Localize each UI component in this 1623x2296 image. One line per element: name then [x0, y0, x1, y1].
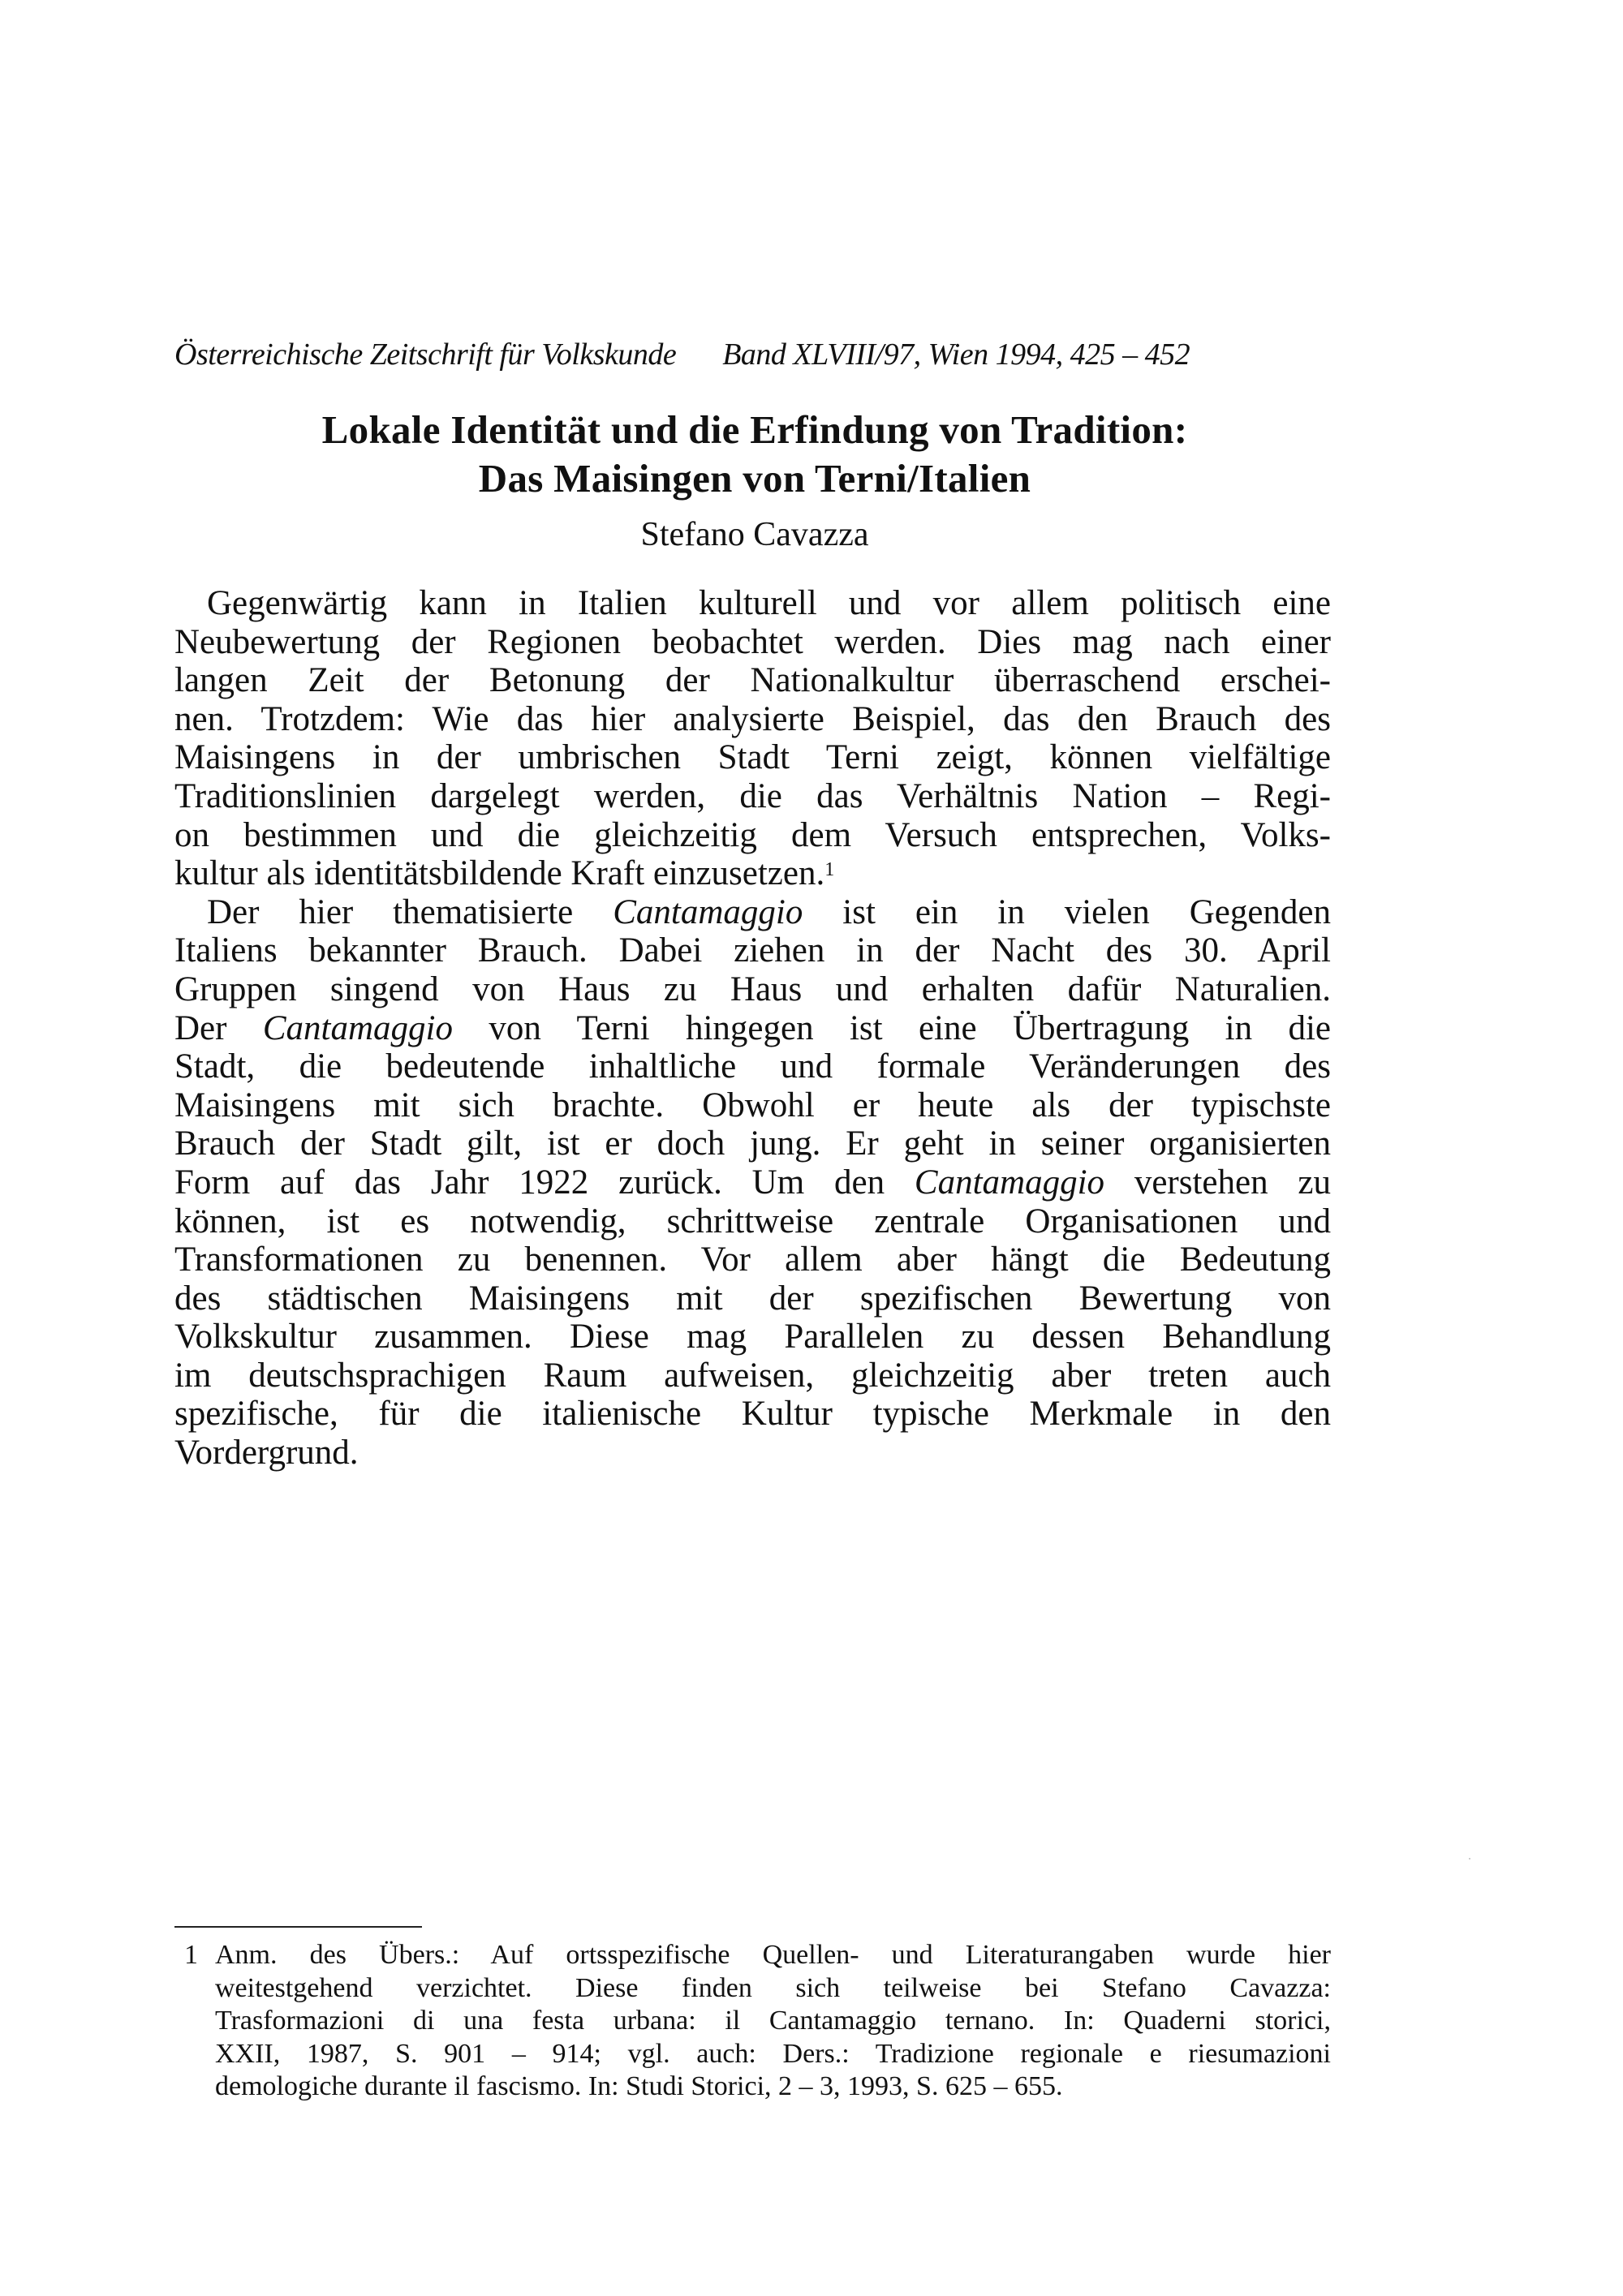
footnote-reference[interactable]: 1 [824, 859, 835, 881]
body-line [174, 893, 1331, 932]
footnote-line: Trasformazioni di una festa urbana: il Cantamaggio ternano. In: Quaderni storici, [215, 2006, 1331, 2036]
body-line: Stadt, die bedeutende inhaltliche und formale Veränderungen des [174, 1047, 1331, 1086]
body-line: on bestimmen und die gleichzeitig dem Versuch entsprechen, Volks- [174, 815, 1331, 854]
footnote-divider [174, 1926, 422, 1928]
body-line: Vordergrund. [174, 1434, 359, 1473]
footnote-text [215, 1939, 1331, 2104]
author-name: Stefano Cavazza [640, 516, 869, 553]
body-line: Transformationen zu benennen. Vor allem aber hängt die Bedeutung [174, 1240, 1331, 1279]
body-line: Gegenwärtig kann in Italien kulturell und vor allem politisch eine [207, 584, 1331, 622]
title-line-1: Lokale Identität und die Erfindung von Tradition: [321, 407, 1188, 452]
body-line: nen. Trotzdem: Wie das hier analysierte Beispiel, das den Brauch des [174, 699, 1331, 738]
body-line: Maisingens mit sich brachte. Obwohl er heute als der typischste [174, 1086, 1331, 1124]
title-line-2: Das Maisingen von Terni/Italien [478, 456, 1031, 501]
body-line: im deutschsprachigen Raum aufweisen, gleichzeitig aber treten auch [174, 1356, 1331, 1395]
body-line-text: Form auf das Jahr 1922 zurück. Um den [174, 1163, 915, 1202]
body-line-text: Der [174, 1008, 263, 1047]
body-line-text: ist ein in vielen Gegenden [803, 892, 1332, 931]
footnote-number: 1 [184, 1940, 198, 1970]
footnote-line: weitestgehend verzichtet. Diese finden sich teilweise bei Stefano Cavazza: [215, 1972, 1331, 2003]
volume-info: Band XLVIII/97, Wien 1994, 425 – 452 [722, 338, 1190, 372]
running-header [174, 337, 1335, 372]
footnote [174, 1939, 1331, 2104]
body-line: Maisingens in der umbrischen Stadt Terni zeigt, können vielfältige [174, 738, 1331, 777]
body-line: Italiens bekannter Brauch. Dabei ziehen in der Nacht des 30. April [174, 931, 1331, 970]
article-title [174, 406, 1335, 503]
body-line: Traditionslinien dargelegt werden, die das Verhältnis Nation – Regi- [174, 776, 1331, 815]
body-line [174, 854, 1331, 893]
italic-term: Cantamaggio [914, 1163, 1105, 1202]
body-line-text: von Terni hingegen ist eine Übertragung in die [452, 1008, 1331, 1047]
journal-name: Österreichische Zeitschrift für Volkskunde [174, 338, 677, 372]
body-line: des städtischen Maisingens mit der spezifischen Bewertung von [174, 1279, 1331, 1318]
body-line: spezifische, für die italienische Kultur typische Merkmale in den [174, 1395, 1331, 1434]
body-text [174, 584, 1331, 1473]
footnote-line: Anm. des Übers.: Auf ortsspezifische Quellen- und Literaturangaben wurde hier [215, 1940, 1331, 1970]
scan-artifact [1469, 1858, 1470, 1860]
body-line: langen Zeit der Betonung der Nationalkultur überraschend erschei- [174, 661, 1331, 700]
italic-term: Cantamaggio [262, 1008, 453, 1047]
body-line: Volkskultur zusammen. Diese mag Parallelen zu dessen Behandlung [174, 1318, 1331, 1357]
body-line-text: verstehen zu [1104, 1163, 1332, 1202]
body-line: können, ist es notwendig, schrittweise zentrale Organisationen und [174, 1202, 1331, 1240]
footnote-line: demologiche durante il fascismo. In: Studi Storici, 2 – 3, 1993, S. 625 – 655. [215, 2071, 1063, 2101]
italic-term: Cantamaggio [613, 892, 803, 931]
footnote-line: XXII, 1987, S. 901 – 914; vgl. auch: Ders.: Tradizione regionale e riesumazioni [215, 2038, 1331, 2069]
body-line [174, 1009, 1331, 1048]
body-line: Neubewertung der Regionen beobachtet werden. Dies mag nach einer [174, 622, 1331, 661]
body-line: Gruppen singend von Haus zu Haus und erhalten dafür Naturalien. [174, 970, 1331, 1008]
body-line-text: kultur als identitätsbildende Kraft einzusetzen. [174, 854, 825, 893]
footnotes [174, 1939, 1331, 2104]
body-line [174, 1163, 1331, 1202]
body-line: Brauch der Stadt gilt, ist er doch jung. Er geht in seiner organisierten [174, 1124, 1331, 1163]
body-line-text: Der hier thematisierte [207, 892, 613, 931]
